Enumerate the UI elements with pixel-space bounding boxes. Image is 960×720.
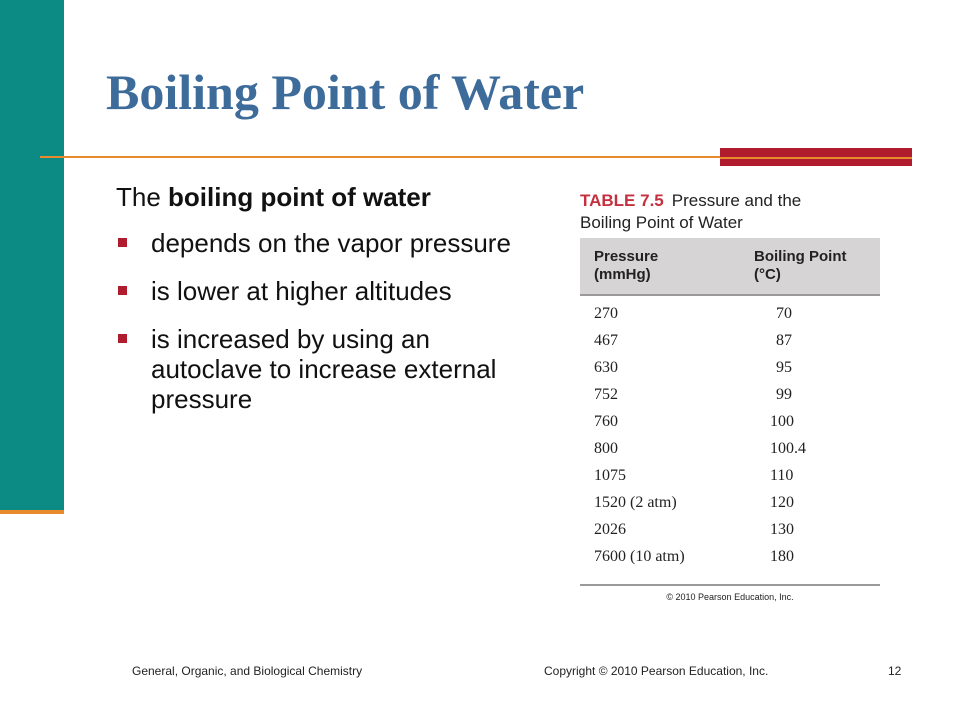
- cell-boiling-point: 70: [776, 305, 792, 322]
- teal-bar-underline: [0, 510, 64, 514]
- cell-pressure: 2026: [594, 521, 626, 538]
- table-row: [580, 354, 880, 381]
- footer-course-title: General, Organic, and Biological Chemistry: [132, 664, 363, 678]
- bullet-item: [116, 228, 536, 258]
- table-caption-line2: Boiling Point of Water: [580, 213, 743, 232]
- column-header-bp-line2: (°C): [754, 266, 781, 283]
- slide-title: Boiling Point of Water: [106, 64, 585, 120]
- cell-boiling-point: 99: [776, 386, 792, 403]
- table-row: [580, 489, 880, 516]
- footer-page-number: 12: [888, 664, 902, 678]
- table-row: [580, 543, 880, 570]
- intro-bold-term: boiling point of water: [168, 182, 431, 212]
- table-row: [580, 408, 880, 435]
- bullet-text: depends on the vapor pressure: [151, 228, 511, 258]
- table-row: [580, 300, 880, 327]
- bullet-text: is increased by using an autoclave to increase external pressure: [151, 324, 497, 414]
- cell-boiling-point: 130: [770, 521, 794, 538]
- bullet-text: is lower at higher altitudes: [151, 276, 452, 306]
- cell-pressure: 1075: [594, 467, 626, 484]
- table-caption-line1: [580, 190, 880, 212]
- title-rule-accent-line: [720, 157, 912, 159]
- teal-side-bar: [0, 0, 64, 512]
- column-header-pressure: [594, 248, 658, 284]
- cell-boiling-point: 87: [776, 332, 792, 349]
- table-header: [580, 238, 880, 296]
- table-row: [580, 435, 880, 462]
- intro-text: [116, 180, 431, 214]
- table-row: [580, 462, 880, 489]
- column-header-boiling-point: [754, 248, 846, 284]
- cell-boiling-point: 95: [776, 359, 792, 376]
- footer-copyright: Copyright © 2010 Pearson Education, Inc.: [544, 664, 769, 678]
- column-header-pressure-line2: (mmHg): [594, 266, 651, 283]
- cell-pressure: 7600 (10 atm): [594, 548, 685, 565]
- cell-pressure: 760: [594, 413, 618, 430]
- bullet-item: [116, 276, 536, 306]
- table-row: [580, 381, 880, 408]
- cell-boiling-point: 100: [770, 413, 794, 430]
- bullet-square-icon: [118, 286, 127, 295]
- cell-pressure: 467: [594, 332, 618, 349]
- bullet-square-icon: [118, 334, 127, 343]
- cell-boiling-point: 180: [770, 548, 794, 565]
- table-number: TABLE 7.5: [580, 191, 664, 210]
- cell-pressure: 752: [594, 386, 618, 403]
- cell-boiling-point: 100.4: [770, 440, 806, 457]
- table-body: [580, 296, 880, 566]
- bullet-square-icon: [118, 238, 127, 247]
- column-header-pressure-line1: Pressure: [594, 248, 659, 265]
- column-header-bp-line1: Boiling Point: [754, 248, 847, 265]
- boiling-point-table: [580, 190, 880, 602]
- bullet-list: [116, 228, 536, 432]
- table-row: [580, 327, 880, 354]
- table-caption-text: Pressure and the: [671, 191, 802, 210]
- cell-boiling-point: 120: [770, 494, 794, 511]
- cell-pressure: 800: [594, 440, 618, 457]
- bullet-item: [116, 324, 536, 414]
- intro-prefix: The: [116, 182, 169, 212]
- cell-pressure: 270: [594, 305, 618, 322]
- cell-boiling-point: 110: [770, 467, 794, 484]
- table-bottom-rule: [580, 584, 880, 586]
- cell-pressure: 1520 (2 atm): [594, 494, 677, 511]
- table-credit: © 2010 Pearson Education, Inc.: [666, 592, 794, 602]
- cell-pressure: 630: [594, 359, 618, 376]
- table-row: [580, 516, 880, 543]
